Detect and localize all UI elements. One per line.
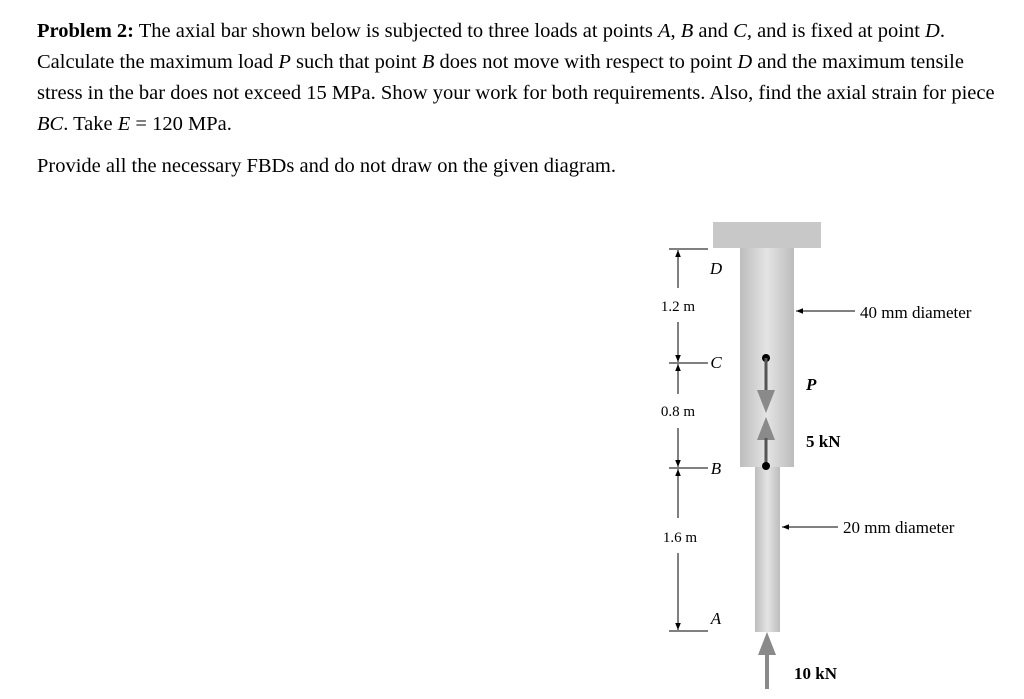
point-c-label: C	[710, 353, 722, 372]
load-10kn-label: 10 kN	[794, 664, 837, 683]
modulus-symbol: E	[117, 113, 131, 135]
point-b-label: B	[710, 459, 722, 478]
problem-text-6: and the maximum tensile stress in the bar does not exceed 15 MPa. Show your work for both requirements. Also, find the axial strain for piece	[37, 51, 995, 104]
problem-text-comma: ,	[670, 20, 681, 42]
point-d-label: D	[709, 259, 723, 278]
load-p-label: P	[806, 375, 817, 394]
problem-text-2: , and is fixed at point	[746, 20, 926, 42]
problem-equals: =	[130, 113, 153, 135]
load-5kn-label: 5 kN	[806, 432, 841, 451]
fixed-support-wall	[713, 222, 821, 248]
point-a-label: A	[710, 609, 722, 628]
problem-heading: Problem 2:	[37, 20, 134, 42]
problem-text-and: and	[693, 20, 734, 42]
instruction-text: Provide all the necessary FBDs and do not draw on the given diagram.	[37, 155, 616, 177]
point-b-ref: B	[680, 20, 694, 42]
problem-text-5: does not move with respect to point	[434, 51, 738, 73]
point-b-ref-2: B	[421, 51, 435, 73]
upper-diameter-label: 40 mm diameter	[860, 303, 972, 322]
load-p-ref: P	[278, 51, 291, 73]
problem-text-8: .	[226, 113, 232, 135]
load-10kn-arrow	[758, 632, 776, 689]
dimension-cb-label: 0.8 m	[660, 404, 696, 420]
point-a-ref: A	[657, 20, 671, 42]
dimension-ba-label: 1.6 m	[662, 530, 698, 546]
problem-text-4: such that point	[290, 51, 422, 73]
lower-diameter-label: 20 mm diameter	[843, 518, 955, 537]
point-d-ref: D	[925, 20, 940, 42]
point-c-ref: C	[733, 20, 747, 42]
point-d-ref-2: D	[737, 51, 753, 73]
lower-bar-segment	[755, 467, 780, 632]
dimension-dc-label: 1.2 m	[660, 299, 696, 315]
piece-ref: BC	[37, 113, 64, 135]
problem-text-1: The axial bar shown below is subjected to three loads at points	[133, 20, 658, 42]
modulus-value: 120 MPa	[152, 113, 227, 135]
problem-text-7: . Take	[63, 113, 118, 135]
problem-text-3: . Calculate the maximum load	[37, 20, 945, 73]
